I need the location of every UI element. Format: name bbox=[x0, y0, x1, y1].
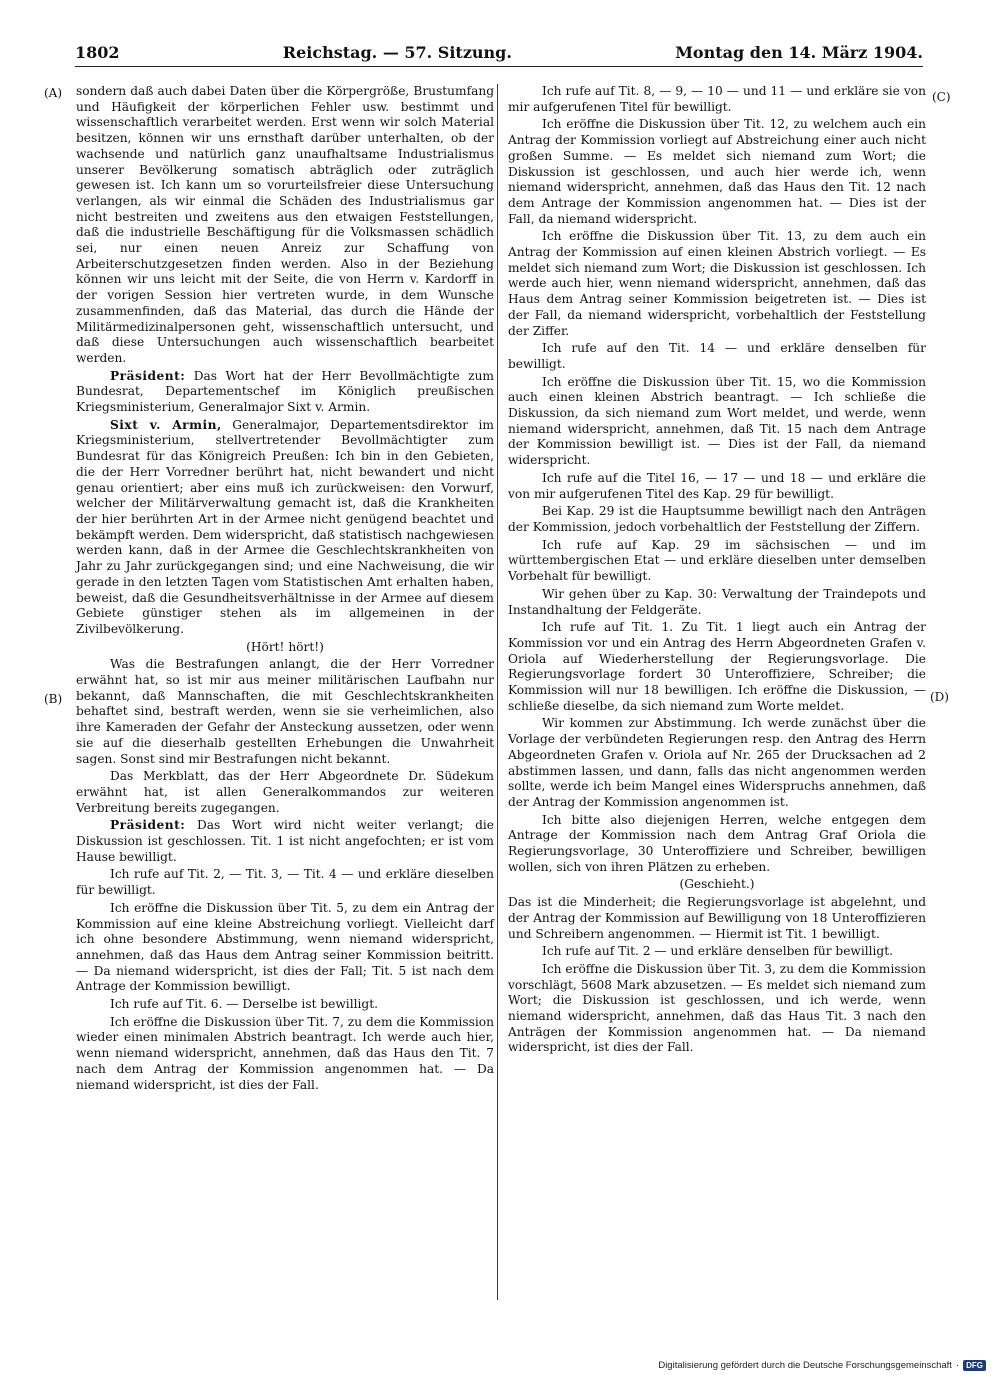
paragraph bbox=[76, 84, 494, 367]
paragraph bbox=[508, 877, 926, 893]
paragraph bbox=[76, 769, 494, 816]
paragraph-text: Ich eröffne die Diskussion über Tit. 13, zu dem auch ein Antrag der Kommission auf einen kleinen Abstrich vorliegt. — Es meldet sich niemand zum Wort; die Diskussion ist geschlossen. Ich werde auch hier, wenn niemand widerspricht, annehmen, daß das Haus dem Antrag seiner Kommission beigetreten ist. — Dies ist der Fall, da niemand widerspricht, vorbehaltlich der Feststellung der Ziffer. bbox=[508, 229, 926, 338]
paragraph-text: (Hört! hört!) bbox=[246, 639, 324, 654]
paragraph-text: Bei Kap. 29 ist die Hauptsumme bewilligt nach den Anträgen der Kommission, jedoch vorbehaltlich der Feststellung der Ziffern. bbox=[508, 504, 926, 534]
paragraph bbox=[508, 341, 926, 372]
paragraph bbox=[76, 657, 494, 767]
page-number: 1802 bbox=[75, 42, 120, 62]
paragraph bbox=[76, 640, 494, 656]
session-title: Reichstag. — 57. Sitzung. bbox=[282, 42, 512, 62]
paragraph bbox=[508, 117, 926, 227]
paragraph bbox=[76, 867, 494, 898]
margin-mark-a: (A) bbox=[44, 86, 63, 100]
paragraph-text: Ich eröffne die Diskussion über Tit. 12, zu welchem auch ein Antrag der Kommission vorliegt auf Abstreichung einer auch nicht großen Summe. — Es meldet sich niemand zum Wort; die Diskussion ist geschlossen, und auch hier werde ich, wenn niemand widerspricht, annehmen, daß das Haus den Tit. 12 nach dem Antrage der Kommission angenommen hat. — Dies ist der Fall, da niemand widerspricht. bbox=[508, 117, 926, 226]
paragraph-text: Was die Bestrafungen anlangt, die der Herr Vorredner erwähnt hat, so ist mir aus meiner militärischen Laufbahn nur bekannt, daß Mannschaften, die mit Geschlechtskrankheiten behaftet sind, bestraft werden, wenn sie sie verheimlichen, also ihre Kameraden der Gefahr der Ansteckung aussetzen, oder wenn sie auf die dieserhalb gestellten Erhebungen die Unwahrheit sagen. Sonst sind mir Bestrafungen nicht bekannt. bbox=[76, 657, 494, 766]
paragraph-text: Ich eröffne die Diskussion über Tit. 7, zu dem die Kommission wieder einen minimalen Abstrich beantragt. Ich werde auch hier, wenn niemand widerspricht, annehmen, daß das Haus den Tit. 7 nach dem Antrag der Kommission angenommen hat. — Da niemand widerspricht, ist dies der Fall. bbox=[76, 1014, 494, 1092]
paragraph bbox=[508, 538, 926, 585]
paragraph-text: Ich rufe auf Tit. 2 — und erkläre denselben für bewilligt. bbox=[542, 944, 894, 959]
paragraph bbox=[508, 620, 926, 714]
paragraph bbox=[76, 818, 494, 865]
paragraph bbox=[508, 229, 926, 339]
paragraph-text: sondern daß auch dabei Daten über die Körpergröße, Brustumfang und Häufigkeit der körperlichen Fehler usw. bestimmt und wissenschaftlich verarbeitet werden. Erst wenn wir solch Material besitzen, können wir uns ernsthaft darüber unterhalten, ob der wachsende und natürlich ganz unaufhaltsame Industrialismus unserer Bevölkerung somatisch abträglich oder zuträglich gewesen ist. Ich kann um so vorurteilsfreier diese Untersuchung verlangen, als wir einmal die Schäden des Industrialismus gar nicht bestreiten und zweitens aus den etwaigen Feststellungen, daß die industrielle Beschäftigung für die Volksmassen schädlich sei, nur einen neuen Anreiz zur Schaffung von Arbeiterschutzgesetzen finden werden. Also in der Beziehung können wir uns leicht mit der Seite, die von Herrn v. Kardorff in der vorigen Session hier vertreten wurde, in dem Wunsche zusammenfinden, daß das Material, das durch die Hände der Militärmedizinalpersonen geht, wissenschaftlich untersucht, und daß diese Untersuchungen auch wissenschaftlich bearbeitet werden. bbox=[76, 84, 494, 365]
paragraph bbox=[508, 471, 926, 502]
paragraph-text: Ich eröffne die Diskussion über Tit. 5, zu dem ein Antrag der Kommission auf eine kleine Abstreichung vorliegt. Vielleicht darf ich ohne besondere Abstimmung, wenn niemand widerspricht, annehmen, daß das Haus dem Antrag seiner Kommission beitritt. — Da niemand widerspricht, ist dies der Fall; Tit. 5 ist nach dem Antrage der Kommission bewilligt. bbox=[76, 900, 494, 994]
speaker-name: Sixt v. Armin, bbox=[110, 417, 222, 432]
paragraph-text: Ich bitte also diejenigen Herren, welche entgegen dem Antrage der Kommission nach dem Antrag Graf Oriola die Regierungsvorlage, 30 Unteroffiziere und Schreiber, bewilligen wollen, sich von ihren Plätzen zu erheben. bbox=[508, 812, 926, 874]
paragraph bbox=[508, 587, 926, 618]
paragraph-text: Wir gehen über zu Kap. 30: Verwaltung der Traindepots und Instandhaltung der Feldgeräte. bbox=[508, 586, 926, 617]
paragraph bbox=[76, 1015, 494, 1094]
paragraph-text: Das Merkblatt, das der Herr Abgeordnete Dr. Südekum erwähnt hat, ist allen Generalkommandos zur weiteren Verbreitung bereits zugegangen. bbox=[76, 769, 494, 815]
column-divider bbox=[497, 84, 498, 1300]
dfg-logo: DFG bbox=[963, 1360, 986, 1371]
margin-mark-d: (D) bbox=[930, 690, 949, 704]
footer: Digitalisierung gefördert durch die Deutsche Forschungsgemeinschaft · DFG bbox=[658, 1360, 986, 1371]
paragraph-text: Generalmajor, Departementsdirektor im Kriegsministerium, stellvertretender Bevollmächtigter zum Bundesrat für das Königreich Preußen: Ich bin in den Gebieten, die der Herr Vorredner berührt hat, nicht bewandert und nicht genau orientiert; aber eins muß ich zurückweisen: den Vorwurf, welcher der Militärverwaltung gemacht ist, daß die Krankheiten der hier berührten Art in der Armee nicht genügend beachtet und bekämpft werden. Dem widerspricht, daß statistisch nachgewiesen werden kann, daß in der Armee die Geschlechtskrankheiten von Jahr zu Jahr zurückgegangen sind; und eine Nachweisung, die wir gerade in den letzten Tagen vom Statistischen Amt erhalten haben, beweist, daß die Gesundheitsverhältnisse in der Armee auf diesem Gebiete günstiger stehen als im allgemeinen in der Zivilbevölkerung. bbox=[76, 417, 494, 636]
paragraph bbox=[508, 944, 926, 960]
paragraph-text: Ich eröffne die Diskussion über Tit. 15, wo die Kommission auch einen kleinen Abstrich beantragt. — Ich schließe die Diskussion, da sich niemand zum Wort meldet, und werde, wenn niemand widerspricht, annehmen, daß Tit. 15 nach dem Antrage der Kommission bewilligt ist. — Dies ist der Fall, da niemand widerspricht. bbox=[508, 374, 926, 468]
page-header bbox=[75, 38, 923, 67]
paragraph bbox=[76, 418, 494, 638]
paragraph bbox=[508, 84, 926, 115]
paragraph-text: Ich rufe auf Kap. 29 im sächsischen — und im württembergischen Etat — und erkläre dieselben unter demselben Vorbehalt für bewilligt. bbox=[508, 537, 926, 584]
paragraph bbox=[76, 997, 494, 1013]
paragraph bbox=[76, 901, 494, 995]
paragraph bbox=[508, 813, 926, 876]
right-column bbox=[508, 84, 926, 1058]
paragraph bbox=[508, 895, 926, 942]
speaker-name: Präsident: bbox=[110, 368, 186, 383]
paragraph bbox=[508, 375, 926, 469]
paragraph-text: Das ist die Minderheit; die Regierungsvorlage ist abgelehnt, und der Antrag der Kommission auf Bewilligung von 18 Unteroffizieren und Schreibern angenommen. — Hiermit ist Tit. 1 bewilligt. bbox=[508, 895, 926, 941]
margin-mark-b: (B) bbox=[44, 692, 63, 706]
paragraph-text: Ich rufe auf die Titel 16, — 17 — und 18 — und erkläre die von mir aufgerufenen Titel des Kap. 29 für bewilligt. bbox=[508, 470, 926, 501]
paragraph bbox=[508, 716, 926, 810]
session-date: Montag den 14. März 1904. bbox=[675, 42, 923, 62]
paragraph bbox=[508, 504, 926, 535]
paragraph bbox=[508, 962, 926, 1056]
paragraph-text: Ich rufe auf Tit. 8, — 9, — 10 — und 11 — und erkläre sie von mir aufgerufenen Titel für bewilligt. bbox=[508, 84, 926, 114]
paragraph-text: Das Wort hat der Herr Bevollmächtigte zum Bundesrat, Departementschef im Königlich preußischen Kriegsministerium, Generalmajor Sixt v. Armin. bbox=[76, 368, 494, 415]
paragraph-text: Ich rufe auf Tit. 2, — Tit. 3, — Tit. 4 — und erkläre dieselben für bewilligt. bbox=[76, 867, 494, 898]
speaker-name: Präsident: bbox=[110, 818, 186, 833]
paragraph-text: Das Wort wird nicht weiter verlangt; die Diskussion ist geschlossen. Tit. 1 ist nicht angefochten; er ist vom Hause bewilligt. bbox=[76, 818, 494, 864]
left-column bbox=[76, 84, 494, 1095]
paragraph-text: (Geschieht.) bbox=[679, 877, 755, 892]
paragraph-text: Ich eröffne die Diskussion über Tit. 3, zu dem die Kommission vorschlägt, 5608 Mark abzusetzen. — Es meldet sich niemand zum Wort; die Diskussion ist geschlossen, und ich werde, wenn niemand widerspricht, annehmen, daß das Haus Tit. 3 nach den Anträgen der Kommission angenommen hat. — Da niemand widerspricht, ist dies der Fall. bbox=[508, 961, 926, 1055]
footer-credit: Digitalisierung gefördert durch die Deutsche Forschungsgemeinschaft bbox=[658, 1360, 952, 1371]
paragraph bbox=[76, 369, 494, 416]
paragraph-text: Ich rufe auf Tit. 6. — Derselbe ist bewilligt. bbox=[110, 997, 378, 1012]
margin-mark-c: (C) bbox=[932, 90, 951, 104]
paragraph-text: Wir kommen zur Abstimmung. Ich werde zunächst über die Vorlage der verbündeten Regierungen resp. den Antrag des Herrn Abgeordneten Grafen v. Oriola auf Nr. 265 der Drucksachen ad 2 abstimmen lassen, und dann, falls das nicht angenommen werden sollte, werde ich beim Mangel eines Widerspruchs annehmen, daß der Antrag der Kommission angenommen ist. bbox=[508, 716, 926, 809]
paragraph-text: Ich rufe auf Tit. 1. Zu Tit. 1 liegt auch ein Antrag der Kommission vor und ein Antrag des Herrn Abgeordneten Grafen v. Oriola auf Wiederherstellung der Regierungsvorlage. Die Regierungsvorlage fordert 30 Unteroffiziere, Schreiber; die Kommission will nur 18 bewilligen. Ich eröffne die Diskussion, — schließe dieselbe, da sich niemand zum Worte meldet. bbox=[508, 620, 926, 713]
paragraph-text: Ich rufe auf den Tit. 14 — und erkläre denselben für bewilligt. bbox=[508, 341, 926, 371]
